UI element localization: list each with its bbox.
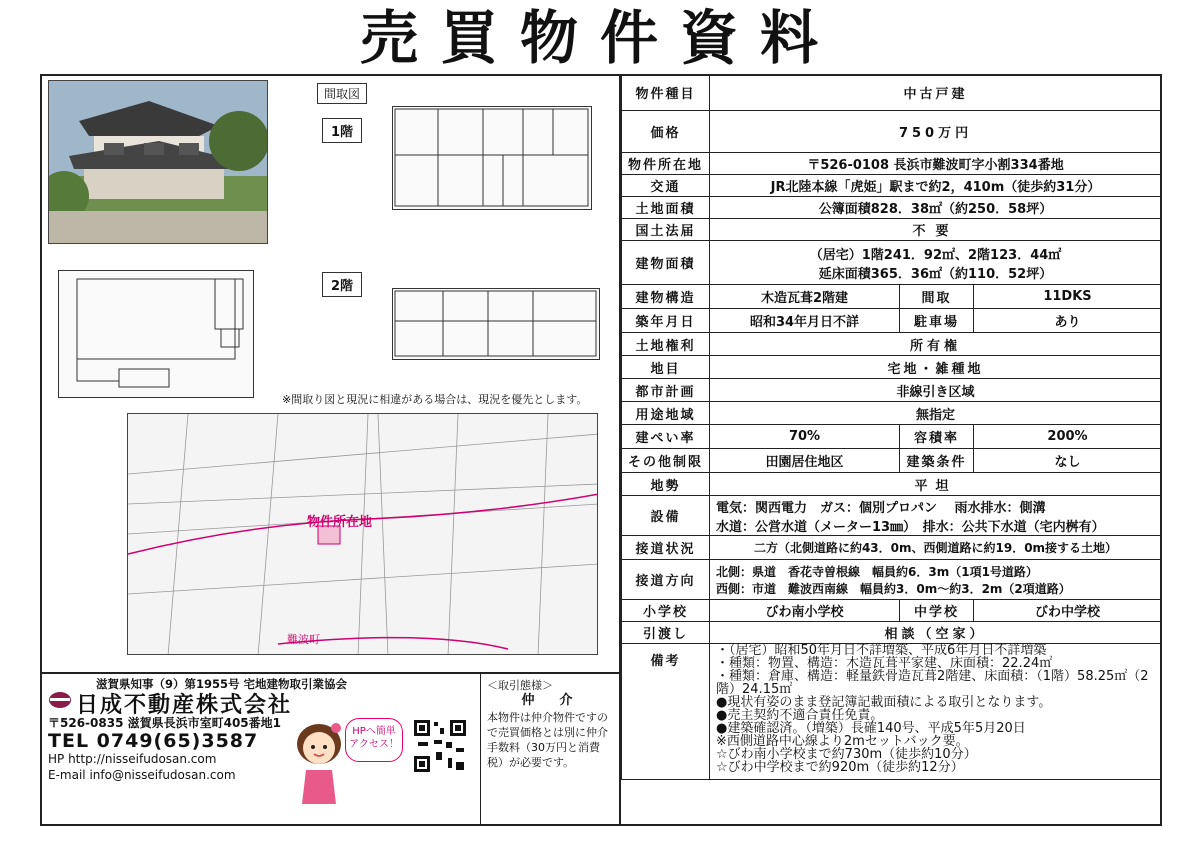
row-transport xyxy=(622,175,1162,197)
agent-block xyxy=(42,674,480,824)
parking-label: 駐車場 xyxy=(900,309,974,333)
floorplan-label: 間取図 xyxy=(317,83,367,104)
elem-value: びわ南小学校 xyxy=(710,600,900,622)
mascot-girl-icon xyxy=(288,718,350,806)
mediation-type: 仲 介 xyxy=(521,693,579,708)
bcr-label: 建ぺい率 xyxy=(622,425,710,449)
bcr-value: 70% xyxy=(710,425,900,449)
location-label: 物件所在地 xyxy=(622,153,710,175)
far-value: 200% xyxy=(974,425,1162,449)
floorplan-note: ※間取り図と現況に相違がある場合は、現況を優先とします。 xyxy=(282,393,588,406)
row-road-status xyxy=(622,536,1162,560)
built-value: 昭和34年月日不詳 xyxy=(710,309,900,333)
parking-value: あり xyxy=(974,309,1162,333)
map-property-label: 物件所在地 xyxy=(307,515,373,530)
terrain-label: 地勢 xyxy=(622,473,710,496)
far-label: 容積率 xyxy=(900,425,974,449)
note-line: ●現状有姿のまま登記簿記載面積による取引となります。 xyxy=(716,695,1052,710)
price-value: 750万円 xyxy=(710,111,1162,153)
row-land-category xyxy=(622,356,1162,379)
junior-label: 中学校 xyxy=(900,600,974,622)
note-line: ☆びわ南小学校まで約730m（徒歩約10分） xyxy=(716,747,977,762)
spec-table xyxy=(621,74,1162,780)
city-plan-label: 都市計画 xyxy=(622,379,710,402)
building-area-label: 建物面積 xyxy=(622,241,710,285)
mediation-text: 本物件は仲介物件ですので売買価格とは別に仲介手数料（30万円と消費税）が必要です。 xyxy=(487,711,608,769)
building-area-value xyxy=(710,241,1162,285)
other-label: その他制限 xyxy=(622,449,710,473)
floor1-label: 1階 xyxy=(322,118,362,143)
row-zoning xyxy=(622,402,1162,425)
company-logo-icon xyxy=(48,691,72,709)
terrain-value: 平坦 xyxy=(710,473,1162,496)
agent-hp-link[interactable]: HP http://nisseifudosan.com xyxy=(48,752,217,766)
junior-value: びわ中学校 xyxy=(974,600,1162,622)
agent-address: 〒526-0835 滋賀県長浜市室町405番地1 xyxy=(48,716,282,730)
agent-license: 滋賀県知事（9）第1955号 宅地建物取引業協会 xyxy=(96,677,348,691)
note-line: ・（居宅）昭和50年月日不詳増築、平成6年月日不詳増築 xyxy=(716,643,1047,658)
zoning-label: 用途地域 xyxy=(622,402,710,425)
notes-value xyxy=(710,644,1162,780)
land-area-value: 公簿面積828．38㎡（約250．58坪） xyxy=(710,197,1162,219)
price-label: 価格 xyxy=(622,111,710,153)
facility-line2: 水道：公営水道（メーター13㎜） 排水：公共下水道（宅内桝有） xyxy=(716,519,1105,535)
row-school xyxy=(622,600,1162,622)
facility-line1: 電気：関西電力 ガス：個別プロパン 雨水排水：側溝 xyxy=(716,500,1046,516)
land-law-label: 国土法届 xyxy=(622,219,710,241)
agent-tel: TEL 0749(65)3587 xyxy=(48,730,259,752)
type-value: 中古戸建 xyxy=(710,75,1162,111)
land-right-label: 土地権利 xyxy=(622,333,710,356)
condition-label: 建築条件 xyxy=(900,449,974,473)
row-location xyxy=(622,153,1162,175)
facility-label: 設備 xyxy=(622,496,710,536)
transport-value: JR北陸本線「虎姫」駅まで約2，410m（徒歩約31分） xyxy=(710,175,1162,197)
land-area-label: 土地面積 xyxy=(622,197,710,219)
location-value: 〒526-0108 長浜市難波町字小割334番地 xyxy=(710,153,1162,175)
property-photo xyxy=(48,80,268,244)
building-area-line2: 延床面積365．36㎡（約110．52坪） xyxy=(818,266,1053,282)
road-dir-label: 接道方向 xyxy=(622,560,710,600)
note-line: ●売主契約不適合責任免責。 xyxy=(716,708,884,723)
row-notes xyxy=(622,644,1162,780)
zoning-value: 無指定 xyxy=(710,402,1162,425)
road-status-value: 二方（北側道路に約43．0m、西側道路に約19．0m接する土地） xyxy=(710,536,1162,560)
road-dir-line2: 西側：市道 難波西南線 幅員約3．0m～約3．2m（2項道路） xyxy=(716,581,1071,596)
facility-value xyxy=(710,496,1162,536)
road-dir-value xyxy=(710,560,1162,600)
layout-value: 11DKS xyxy=(974,285,1162,309)
note-line: ※西側道路中心線より2mセットバック要。 xyxy=(716,734,969,749)
row-type xyxy=(622,75,1162,111)
floor1-plan xyxy=(392,106,592,210)
row-building-area xyxy=(622,241,1162,285)
transport-label: 交通 xyxy=(622,175,710,197)
qr-code-icon[interactable] xyxy=(412,718,468,774)
row-structure xyxy=(622,285,1162,309)
structure-value: 木造瓦葺2階建 xyxy=(710,285,900,309)
mediation-block xyxy=(480,674,619,824)
row-land-right xyxy=(622,333,1162,356)
page-title: 売買物件資料 xyxy=(359,4,840,72)
city-plan-value: 非線引き区域 xyxy=(710,379,1162,402)
land-category-value: 宅地・雑種地 xyxy=(710,356,1162,379)
layout-label: 間取 xyxy=(900,285,974,309)
handover-value: 相談（空家） xyxy=(710,622,1162,644)
road-dir-line1: 北側：県道 香花寺曽根線 幅員約6．3m（1項1号道路） xyxy=(716,564,1038,579)
row-city-plan xyxy=(622,379,1162,402)
note-line: ・種類：倉庫、構造：軽量鉄骨造瓦葺2階建、床面積：（1階）58.25㎡（2階）24.15㎡ xyxy=(716,669,1149,697)
row-land-law xyxy=(622,219,1162,241)
land-category-label: 地目 xyxy=(622,356,710,379)
note-line: ●建築確認済。（増築）長確140号、平成5年5月20日 xyxy=(716,721,1026,736)
built-label: 築年月日 xyxy=(622,309,710,333)
land-law-value: 不要 xyxy=(710,219,1162,241)
hp-bubble: HPへ簡単アクセス！ xyxy=(345,718,403,762)
note-line: ・種類：物置、構造：木造瓦葺平家建、床面積：22.24㎡ xyxy=(716,656,1053,671)
row-built xyxy=(622,309,1162,333)
row-handover xyxy=(622,622,1162,644)
agent-company: 日成不動産株式会社 xyxy=(76,693,293,718)
row-terrain xyxy=(622,473,1162,496)
site-plan xyxy=(58,270,254,398)
row-facility xyxy=(622,496,1162,536)
floor2-label: 2階 xyxy=(322,272,362,297)
condition-value: なし xyxy=(974,449,1162,473)
agent-email-link[interactable]: E-mail info@nisseifudosan.com xyxy=(48,768,236,782)
mediation-header: ＜取引態様＞ xyxy=(487,679,553,692)
row-bcr xyxy=(622,425,1162,449)
notes-label: 備考 xyxy=(622,644,710,780)
row-land-area xyxy=(622,197,1162,219)
type-label: 物件種目 xyxy=(622,75,710,111)
map-town-label: 難波町 xyxy=(287,633,320,646)
row-other xyxy=(622,449,1162,473)
location-map xyxy=(127,413,598,655)
elem-label: 小学校 xyxy=(622,600,710,622)
land-right-value: 所有権 xyxy=(710,333,1162,356)
road-status-label: 接道状況 xyxy=(622,536,710,560)
note-line: ☆びわ中学校まで約920m（徒歩約12分） xyxy=(716,760,964,775)
row-road-dir xyxy=(622,560,1162,600)
floor2-plan xyxy=(392,288,600,360)
handover-label: 引渡し xyxy=(622,622,710,644)
structure-label: 建物構造 xyxy=(622,285,710,309)
building-area-line1: （居宅）1階241．92㎡、2階123．44㎡ xyxy=(809,247,1062,263)
row-price xyxy=(622,111,1162,153)
other-value: 田園居住地区 xyxy=(710,449,900,473)
